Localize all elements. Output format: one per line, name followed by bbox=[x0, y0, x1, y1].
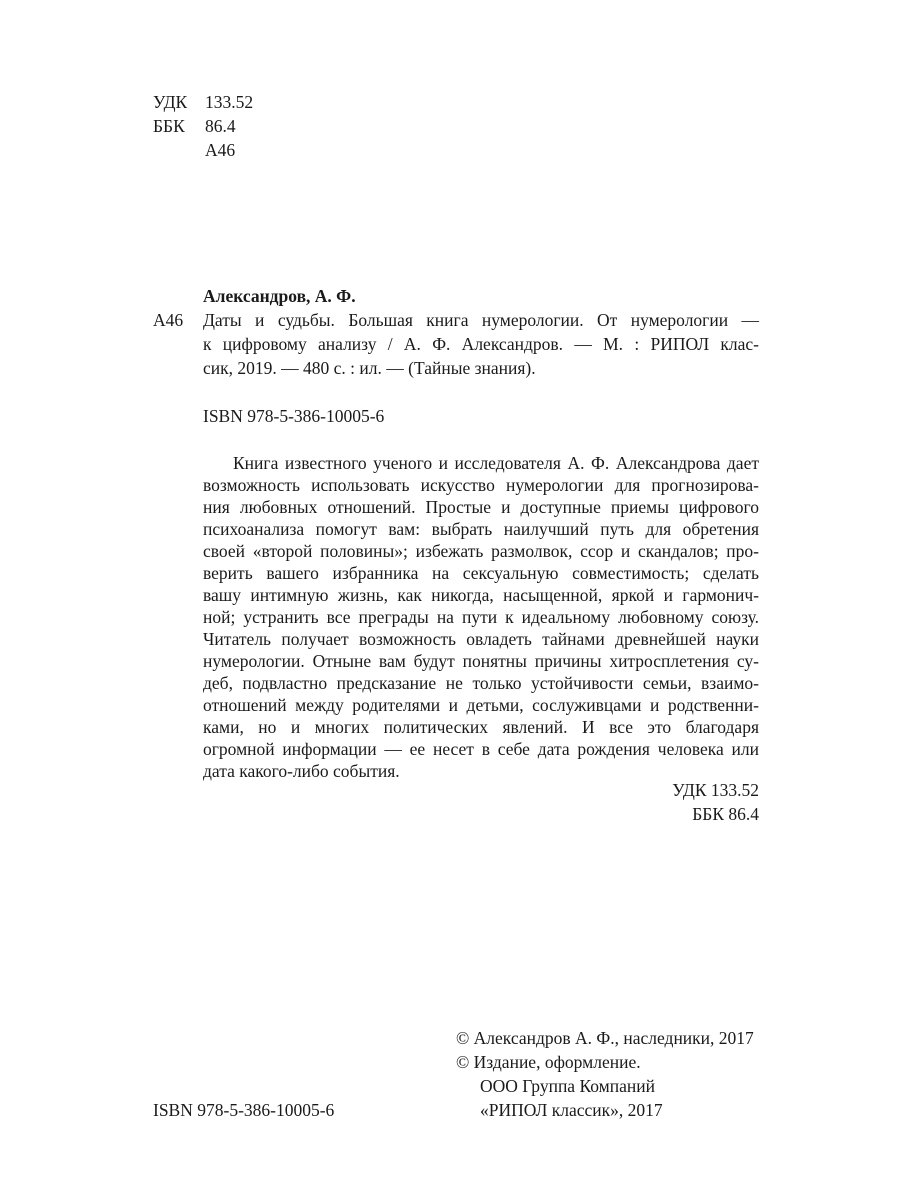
annotation-line: психоанализа помогут вам: выбрать наилучший путь для обретения bbox=[203, 519, 759, 539]
annotation-line: вашу интимную жизнь, как никогда, насыщенной, яркой и гармонич- bbox=[203, 585, 759, 605]
copyright-line: © Издание, оформление. bbox=[456, 1052, 641, 1072]
annotation-line: возможность использовать искусство нумерологии для прогнозирова- bbox=[203, 475, 759, 495]
annotation-line: ния любовных отношений. Простые и доступные приемы цифрового bbox=[203, 497, 759, 517]
annotation-line: Книга известного ученого и исследователя А. Ф. Александрова дает bbox=[233, 453, 759, 473]
copyright-line: «РИПОЛ классик», 2017 bbox=[480, 1100, 663, 1120]
annotation-line: ной; устранить все преграды на пути к идеальному любовному союзу. bbox=[203, 607, 759, 627]
description-line: Даты и судьбы. Большая книга нумерологии. От нумерологии — bbox=[203, 310, 759, 330]
annotation-paragraph bbox=[203, 452, 759, 782]
copyright-line: © Александров А. Ф., наследники, 2017 bbox=[456, 1028, 754, 1048]
annotation-line: верить вашего избранника на сексуальную совместимость; сделать bbox=[203, 563, 759, 583]
isbn: ISBN 978-5-386-10005-6 bbox=[203, 406, 385, 426]
card-code: А46 bbox=[153, 310, 184, 330]
author-heading: Александров, А. Ф. bbox=[203, 286, 356, 306]
udk-bottom: УДК 133.52 bbox=[672, 780, 759, 800]
udk-label: УДК bbox=[153, 92, 188, 112]
annotation-line: Читатель получает возможность овладеть тайнами древнейшей науки bbox=[203, 629, 759, 649]
bbk-bottom: ББК 86.4 bbox=[692, 804, 759, 824]
description-line: к цифровому анализу / А. Ф. Александров. — М. : РИПОЛ клас- bbox=[203, 334, 759, 354]
annotation-line: нумерологии. Отныне вам будут понятны причины хитросплетения су- bbox=[203, 651, 759, 671]
annotation-line: отношений между родителями и детьми, сослуживцами и родственни- bbox=[203, 695, 759, 715]
bbk-value: 86.4 bbox=[205, 116, 236, 136]
annotation-line: своей «второй половины»; избежать размолвок, ссор и скандалов; про- bbox=[203, 541, 759, 561]
description-line: сик, 2019. — 480 с. : ил. — (Тайные знания). bbox=[203, 358, 536, 378]
annotation-line: огромной информации — ее несет в себе дата рождения человека или bbox=[203, 739, 759, 759]
annotation-line: деб, подвластно предсказание не только устойчивости семьи, взаимо- bbox=[203, 673, 759, 693]
udk-value: 133.52 bbox=[205, 92, 254, 112]
annotation-line: ками, но и многих политических явлений. И все это благодаря bbox=[203, 717, 759, 737]
bbk-label: ББК bbox=[153, 116, 185, 136]
copyright-line: ООО Группа Компаний bbox=[480, 1076, 655, 1096]
isbn-bottom: ISBN 978-5-386-10005-6 bbox=[153, 1100, 335, 1120]
annotation-line: дата какого-либо события. bbox=[203, 761, 400, 781]
copyright-block bbox=[456, 1026, 766, 1122]
bibliographic-description bbox=[203, 308, 759, 380]
author-mark: А46 bbox=[205, 140, 236, 160]
